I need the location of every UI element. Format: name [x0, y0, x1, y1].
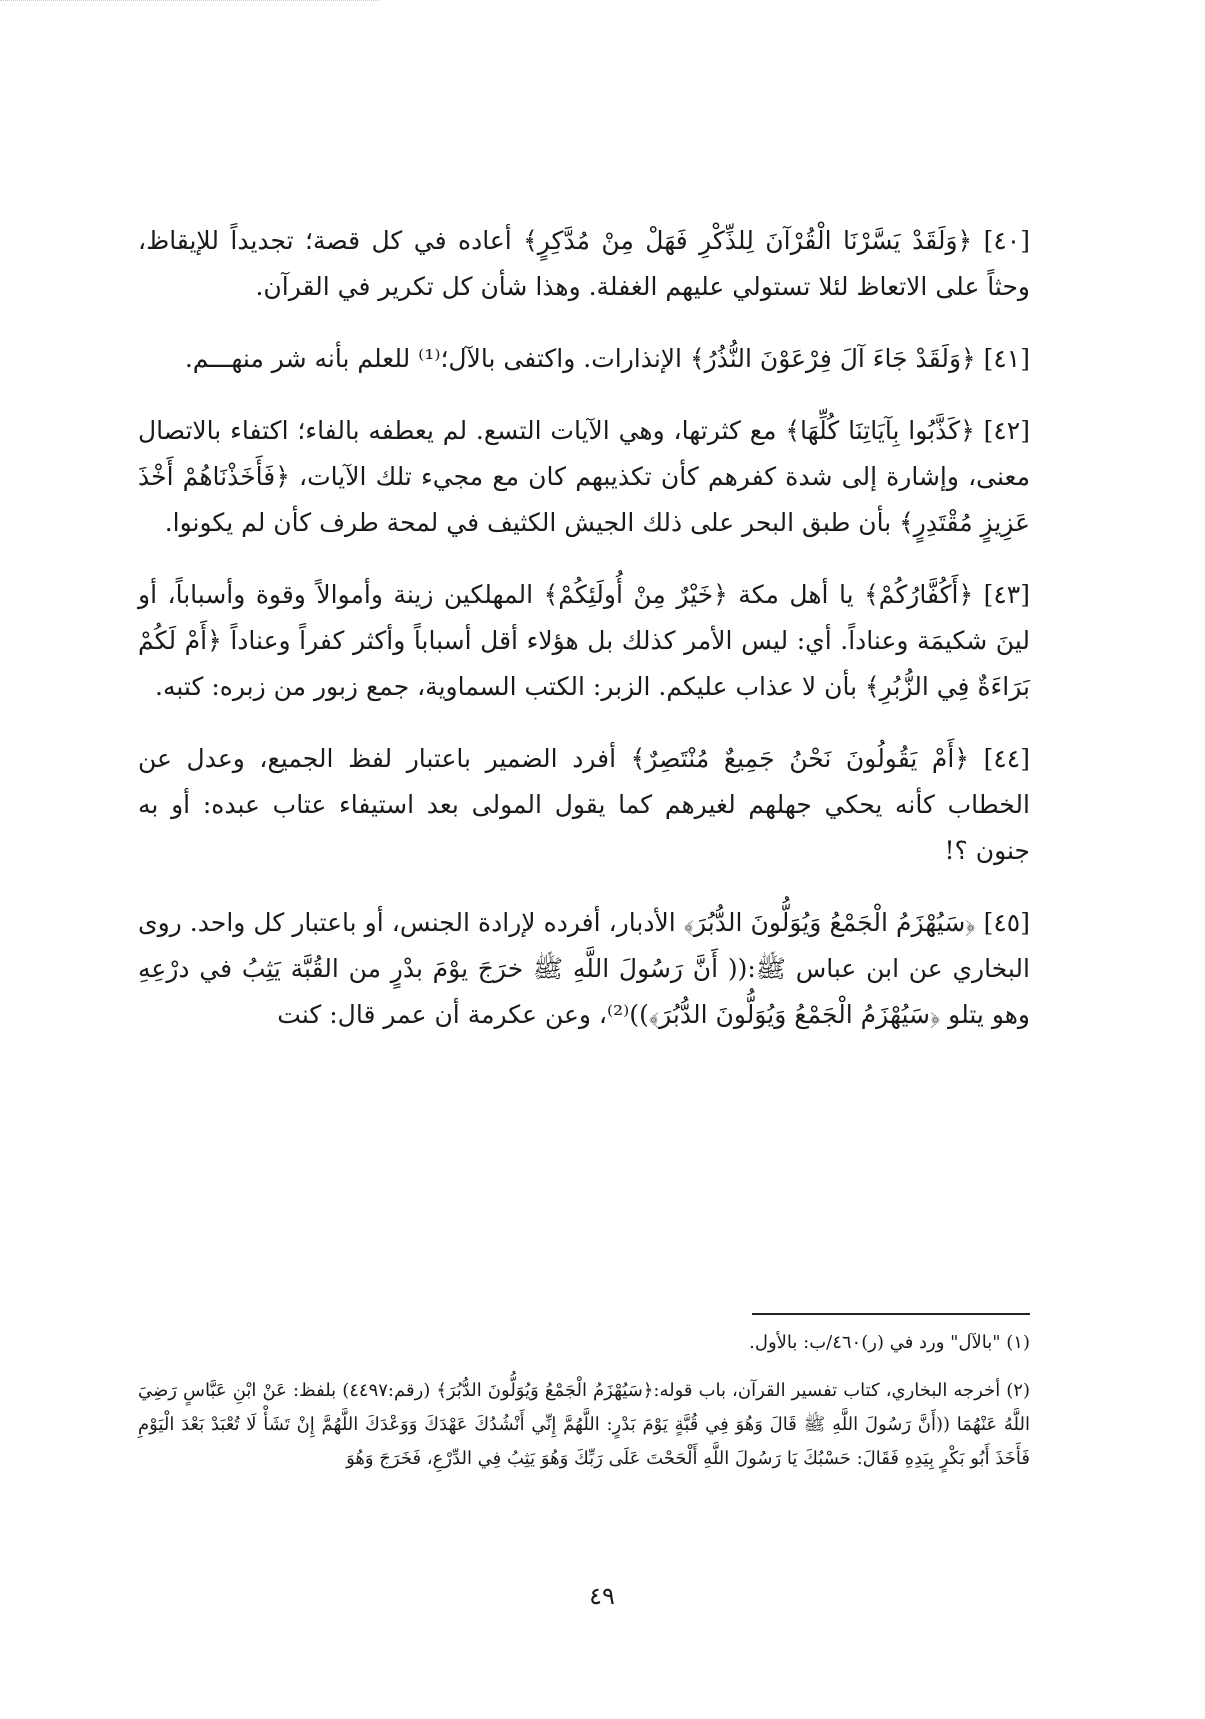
paragraph-verse-45: [٤٥] ﴿سَيُهْزَمُ الْجَمْعُ وَيُوَلُّونَ الدُّبُرَ﴾ الأدبار، أفرده لإرادة الجنس، أو باعتبار كل واحد. روى البخاري عن ابن عباس ﷺ:(( أَنَّ رَسُولَ اللَّهِ ﷺ خرَجَ يوْمَ بدْرٍ من القُبَّة يَثِبُ في درْعِهِ وهو يتلو ﴿سَيُهْزَمُ الْجَمْعُ وَيُوَلُّونَ الدُّبُرَ﴾))⁽²⁾، وعن عكرمة أن عمر قال: كنت	[138, 908, 1030, 1029]
page-number: ٤٩	[589, 1582, 615, 1610]
footnote-1: (١) "بالآل" ورد في (ر)٤٦٠/ب: بالأول.	[749, 1332, 1030, 1353]
paragraph-verse-43: [٤٣] ﴿أَكُفَّارُكُمْ﴾ يا أهل مكة ﴿خَيْرٌ مِنْ أُولَئِكُمْ﴾ المهلكين زينة وأموالاً وقوة وأسباباً، أو لينَ شكيمَة وعناداً. أي: ليس الأمر كذلك بل هؤلاء أقل أسباباً وأكثر كفراً وعناداً ﴿أَمْ لَكُمْ بَرَاءَةٌ فِي الزُّبُرِ﴾ بأن لا عذاب عليكم. الزبر: الكتب السماوية، جمع زبور من زبره: كتبه.	[138, 580, 1030, 701]
footnote-separator	[752, 1313, 1030, 1315]
paragraph-verse-44: [٤٤] ﴿أَمْ يَقُولُونَ نَحْنُ جَمِيعٌ مُنْتَصِرٌ﴾ أفرد الضمير باعتبار لفظ الجميع، وعدل عن الخطاب كأنه يحكي جهلهم لغيرهم كما يقول المولى بعد استيفاء عتاب عبده: أو به جنون ؟!	[138, 744, 1030, 865]
footnotes	[138, 1326, 1030, 1490]
paragraph-verse-42: [٤٢] ﴿كَذَّبُوا بِآيَاتِنَا كُلِّهَا﴾ مع كثرتها، وهي الآيات التسع. لم يعطفه بالفاء؛ اكتفاء بالاتصال معنى، وإشارة إلى شدة كفرهم كأن تكذيبهم كان مع مجيء تلك الآيات، ﴿فَأَخَذْنَاهُمْ أَخْذَ عَزِيزٍ مُقْتَدِرٍ﴾ بأن طبق البحر على ذلك الجيش الكثيف في لمحة طرف كأن لم يكونوا.	[138, 416, 1030, 537]
footnote-2: (٢) أخرجه البخاري، كتاب تفسير القرآن، باب قوله:﴿سَيُهْزَمُ الْجَمْعُ وَيُوَلُّونَ الدُّبُرَ﴾ (رقم:٤٤٩٧) بلفظ: عَنْ ابْنِ عَبَّاسٍ رَضِيَ اللَّهُ عَنْهُمَا ((أَنَّ رَسُولَ اللَّهِ ﷺ قَالَ وَهُوَ فِي قُبَّةٍ يَوْمَ بَدْرٍ: اللَّهُمَّ إِنِّي أَنْشُدُكَ عَهْدَكَ وَوَعْدَكَ اللَّهُمَّ إِنْ تَشَأْ لَا تُعْبَدْ بَعْدَ الْيَوْمِ فَأَخَذَ أَبُو بَكْرٍ بِيَدِهِ فَقَالَ: حَسْبُكَ يَا رَسُولَ اللَّهِ أَلْحَحْتَ عَلَى رَبِّكَ وَهُوَ يَثِبُ فِي الدِّرْعِ، فَخَرَجَ وَهُوَ	[138, 1380, 1030, 1469]
main-text	[138, 218, 1030, 1058]
paragraph-verse-41: [٤١] ﴿وَلَقَدْ جَاءَ آلَ فِرْعَوْنَ النُّذُرُ﴾ الإنذارات. واكتفى بالآل؛⁽¹⁾ للعلم بأنه شر منهـــم.	[184, 344, 1030, 373]
scan-edge-line	[0, 0, 380, 4]
paragraph-verse-40: [٤٠] ﴿وَلَقَدْ يَسَّرْنَا الْقُرْآنَ لِلذِّكْرِ فَهَلْ مِنْ مُدَّكِرٍ﴾ أعاده في كل قصة؛ تجديداً للإيقاظ، وحثاً على الاتعاظ لئلا تستولي عليهم الغفلة. وهذا شأن كل تكرير في القرآن.	[138, 226, 1030, 301]
